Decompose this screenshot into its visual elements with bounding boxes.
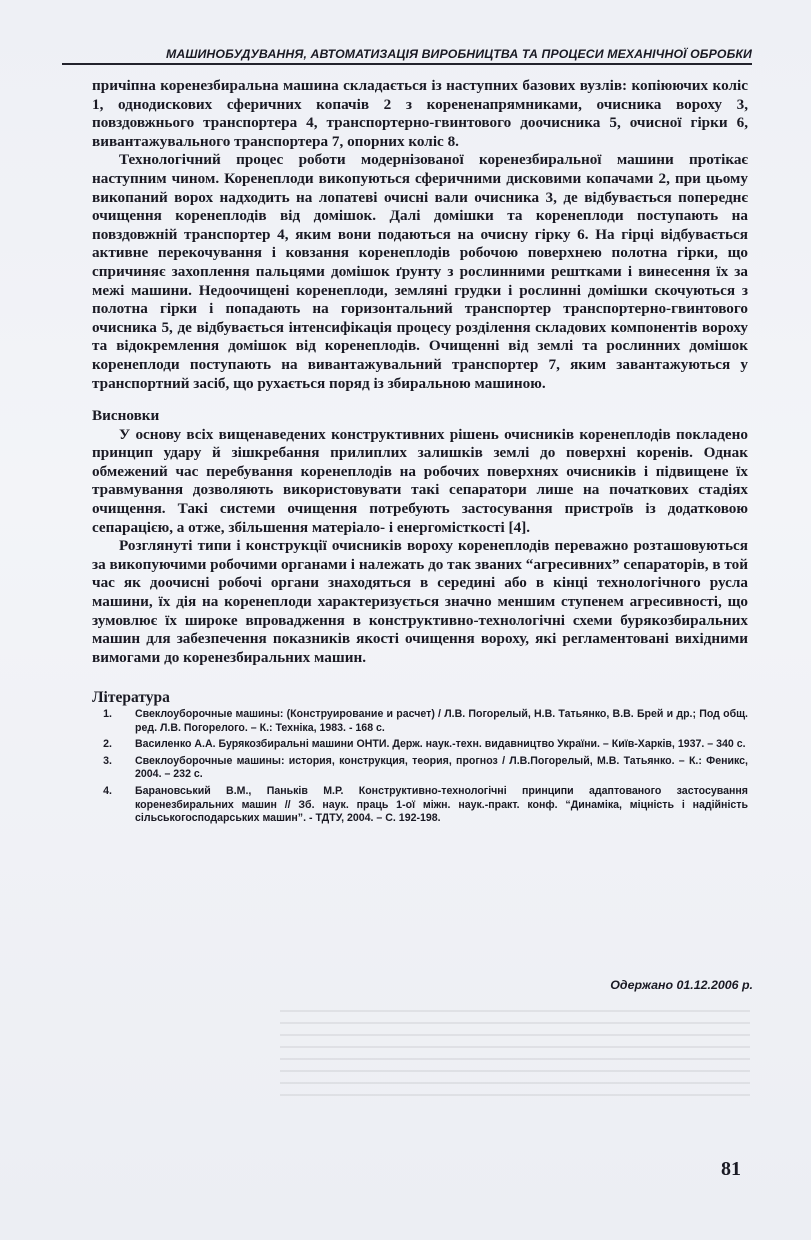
reference-text: Свеклоуборочные машины: история, конструкция, теория, прогноз / Л.В.Погорелый, М.В. Татьянко. – К.: Феникс, 2004. – 232 с. [135, 754, 748, 781]
paragraph-2: Технологічний процес роботи модернізованої коренезбиральної машини протікає наступним чином. Коренеплоди викопуються сферичними дисковими копачами 2, при цьому викопаний ворох надходить на лопатеві очисні вали очисника 3, де відбувається попереднє очищення коренеплодів від домішок. Далі домішки та коренеплоди поступають на повздовжній транспортер 4, яким вони подаються на очисну гірку 6. На гірці відбувається активне перекочування і ковзання коренеплодів робочою поверхнею полотна гірки, що спричиняє захоплення пальцями домішок ґрунту з рослинними рештками і винесення їх за межі машини. Недоочищені коренеплоди, земляні грудки і рослинні домішки скочуються з полотна гірки і попадають на горизонтальний транспортер транспортерно-гвинтового очисника 5, де відбувається інтенсифікація процесу розділення складових компонентів вороху та відокремлення домішок від коренеплодів. Очищенні від землі та рослинних домішок коренеплоди поступають на вивантажувальний транспортер 7, яким завантажуються у транспортний засіб, що рухається поряд із збиральною машиною. [92, 151, 748, 392]
reference-item [92, 738, 748, 752]
reference-number: 3. [103, 754, 112, 767]
literature-heading: Література [92, 689, 170, 707]
reference-item [92, 785, 748, 826]
reference-text: Василенко А.А. Бурякозбиральні машини ОНТИ. Держ. наук.-техн. видавництво України. – Київ-Харків, 1937. – 340 с. [135, 738, 746, 751]
reference-list [92, 708, 748, 826]
conclusions-heading: Висновки [92, 407, 160, 425]
paragraph-3: У основу всіх вищенаведених конструктивних рішень очисників коренеплодів покладено принцип удару й зішкребання прилиплих залишків землі до поверхні коренів. Однак обмежений час перебування коренеплодів на робочих поверхнях очисників і підвищене їх травмування дозволяють використовувати такі сепаратори лише на початкових стадіях очищення. Такі системи очищення потребують застосування пристроїв із додатковою сепарацією, а отже, збільшення матеріало- і енергомісткості [4]. [92, 425, 748, 536]
reference-number: 4. [103, 784, 112, 797]
reference-text: Барановський В.М., Паньків М.Р. Конструктивно-технологічні принципи адаптованого застосування коренезбиральних машин // Зб. наук. праць 1-ої міжн. наук.-практ. конф. “Динаміка, міцність і надійність сільськогосподарських машин”. - ТДТУ, 2004. – С. 192-198. [135, 784, 748, 825]
page-number: 81 [721, 1158, 741, 1180]
bleed-through-texture [280, 1010, 750, 1100]
reference-item [92, 708, 748, 735]
received-date: Одержано 01.12.2006 р. [610, 978, 753, 992]
article-body [92, 77, 748, 829]
running-header: МАШИНОБУДУВАННЯ, АВТОМАТИЗАЦІЯ ВИРОБНИЦТВА ТА ПРОЦЕСИ МЕХАНІЧНОЇ ОБРОБКИ [62, 47, 752, 65]
reference-item [92, 755, 748, 782]
reference-text: Свеклоуборочные машины: (Конструирование и расчет) / Л.В. Погорелый, Н.В. Татьянко, В.В. Брей и др.; Под общ. ред. Л.В. Погорелого. – К.: Техніка, 1983. - 168 с. [135, 708, 748, 734]
reference-number: 2. [103, 738, 112, 751]
paragraph-4: Розглянуті типи і конструкції очисників вороху коренеплодів переважно розташовуються за викопуючими робочими органами і належать до так званих “агресивних” сепараторів, в той час як доочисні робочі органи знаходяться в середині або в кінці технологічного русла машини, їх дія на коренеплоди характеризується значно меншим ступенем агресивності, що зумовлює їх широке впровадження в конструктивно-технологічні схеми бурякозбиральних машин для забезпечення показників якості очищення вороху, які регламентовані вихідними вимогами до коренезбиральних машин. [92, 537, 748, 666]
reference-number: 1. [103, 708, 112, 720]
paragraph-1: причіпна коренезбиральна машина складається із наступних базових вузлів: копіюючих коліс 1, однодискових сферичних копачів 2 з корененапрямниками, очисника вороху 3, повздовжнього транспортера 4, транспортерно-гвинтового доочисника 5, очисної гірки 6, вивантажувального транспортера 7, опорних коліс 8. [92, 77, 748, 150]
